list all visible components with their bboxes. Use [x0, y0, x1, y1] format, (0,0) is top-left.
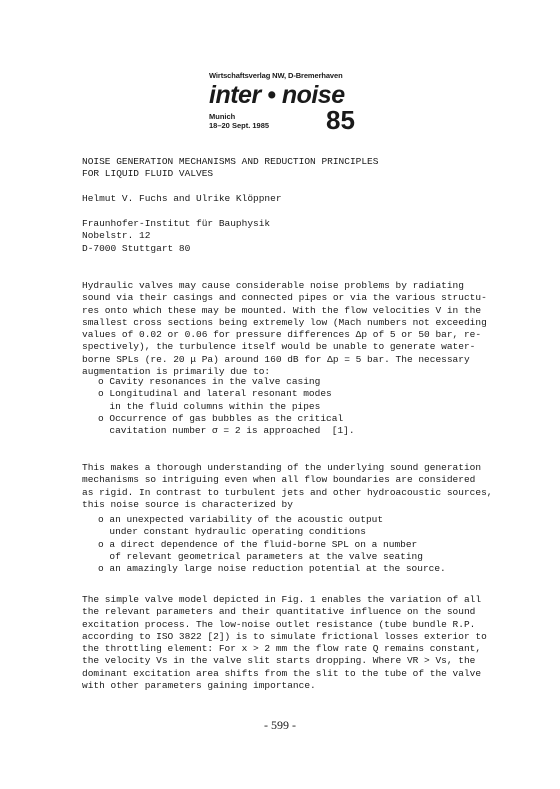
author-affiliation: Fraunhofer-Institut für Bauphysik Nobelstr. 12 D-7000 Stuttgart 80 — [82, 218, 271, 254]
conference-logo: inter • noise — [209, 81, 345, 109]
paragraph-mechanisms: This makes a thorough understanding of the underlying sound generation mechanisms so intriguing even when all flow boundaries are considered as rigid. In contrast to turbulent jets and other hydroacoustic sources, this noise source is characterized by — [82, 462, 493, 510]
conference-dates: 18–20 Sept. 1985 — [209, 121, 270, 130]
publisher-line: Wirtschaftsverlag NW, D-Bremerhaven — [209, 71, 343, 80]
list-augmentation-causes: o Cavity resonances in the valve casing o Longitudinal and lateral resonant modes in the fluid columns within the pipes o Occurrence of gas bubbles as the critical cavitation number σ = 2 is approached [1]. — [98, 376, 355, 437]
paper-title: NOISE GENERATION MECHANISMS AND REDUCTION PRINCIPLES FOR LIQUID FLUID VALVES — [82, 156, 379, 180]
paragraph-valve-model: The simple valve model depicted in Fig. 1 enables the variation of all the relevant parameters and their quantitative influence on the sound excitation process. The low-noise outlet resistance (tube bundle R.P. according to ISO 3822 [2]) is to simulate frictional losses exterior to the throttling element: For x > 2 mm the flow rate Q remains constant, the velocity Vs in the valve slit starts dropping. Where VR > Vs, the dominant excitation area shifts from the slit to the tube of the valve with other parameters gaining importance. — [82, 594, 487, 692]
conference-info — [209, 105, 379, 136]
list-source-characteristics: o an unexpected variability of the acoustic output under constant hydraulic operating conditions o a direct dependence of the fluid-borne SPL on a number of relevant geometrical parameters at the valve seating o an amazingly large noise reduction potential at the source. — [98, 514, 446, 575]
conference-year: 85 — [326, 105, 355, 135]
conference-city: Munich — [209, 112, 236, 121]
paragraph-intro: Hydraulic valves may cause considerable noise problems by radiating sound via their casings and connected pipes or via the various structu- res onto which these may be mounted. With the flow velocities V in the smallest cross sections being extremely low (Mach numbers not exceeding values of 0.02 or 0.06 for pressure differences Δp of 5 or 50 bar, re- spectively), the turbulence itself would be unable to generate water- borne SPLs (re. 20 μ Pa) around 160 dB for Δp = 5 bar. The necessary augmentation is primarily due to: — [82, 280, 487, 378]
paper-authors: Helmut V. Fuchs and Ulrike Klöppner — [82, 193, 282, 204]
page-number: - 599 - — [264, 718, 296, 732]
conference-header — [209, 71, 379, 136]
